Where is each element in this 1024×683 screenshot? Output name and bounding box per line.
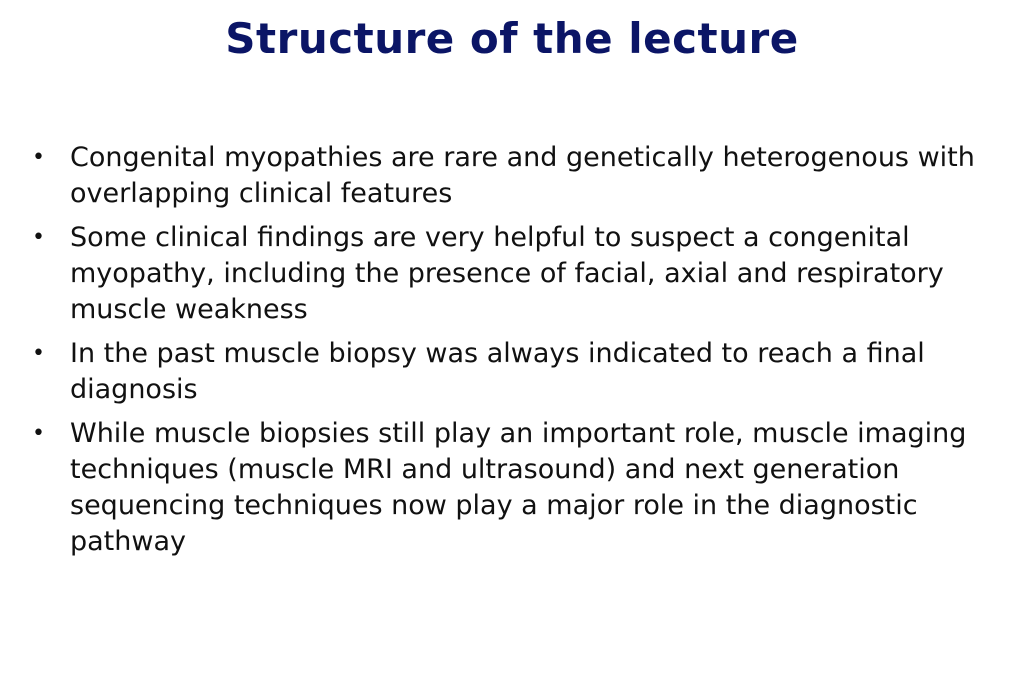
- bullet-item: [28, 220, 988, 328]
- bullet-text: Congenital myopathies are rare and genetically heterogenous with overlapping clinical features: [70, 142, 975, 209]
- bullet-marker: •: [32, 225, 45, 250]
- bullet-item: [28, 336, 988, 408]
- bullet-text: In the past muscle biopsy was always indicated to reach a final diagnosis: [70, 338, 925, 405]
- bullet-item: [28, 416, 988, 560]
- bullet-marker: •: [32, 341, 45, 366]
- bullet-marker: •: [32, 145, 45, 170]
- slide-title: Structure of the lecture: [225, 14, 799, 63]
- bullet-text: Some clinical findings are very helpful to suspect a congenital myopathy, including the presence of facial, axial and respiratory muscle weakness: [70, 222, 944, 325]
- bullet-item: [28, 140, 988, 212]
- bullet-text: While muscle biopsies still play an important role, muscle imaging techniques (muscle MRI and ultrasound) and next generation sequencing techniques now play a major role in the diagnostic pathway: [70, 418, 967, 557]
- bullet-marker: •: [32, 421, 45, 446]
- bullet-list: [28, 140, 988, 568]
